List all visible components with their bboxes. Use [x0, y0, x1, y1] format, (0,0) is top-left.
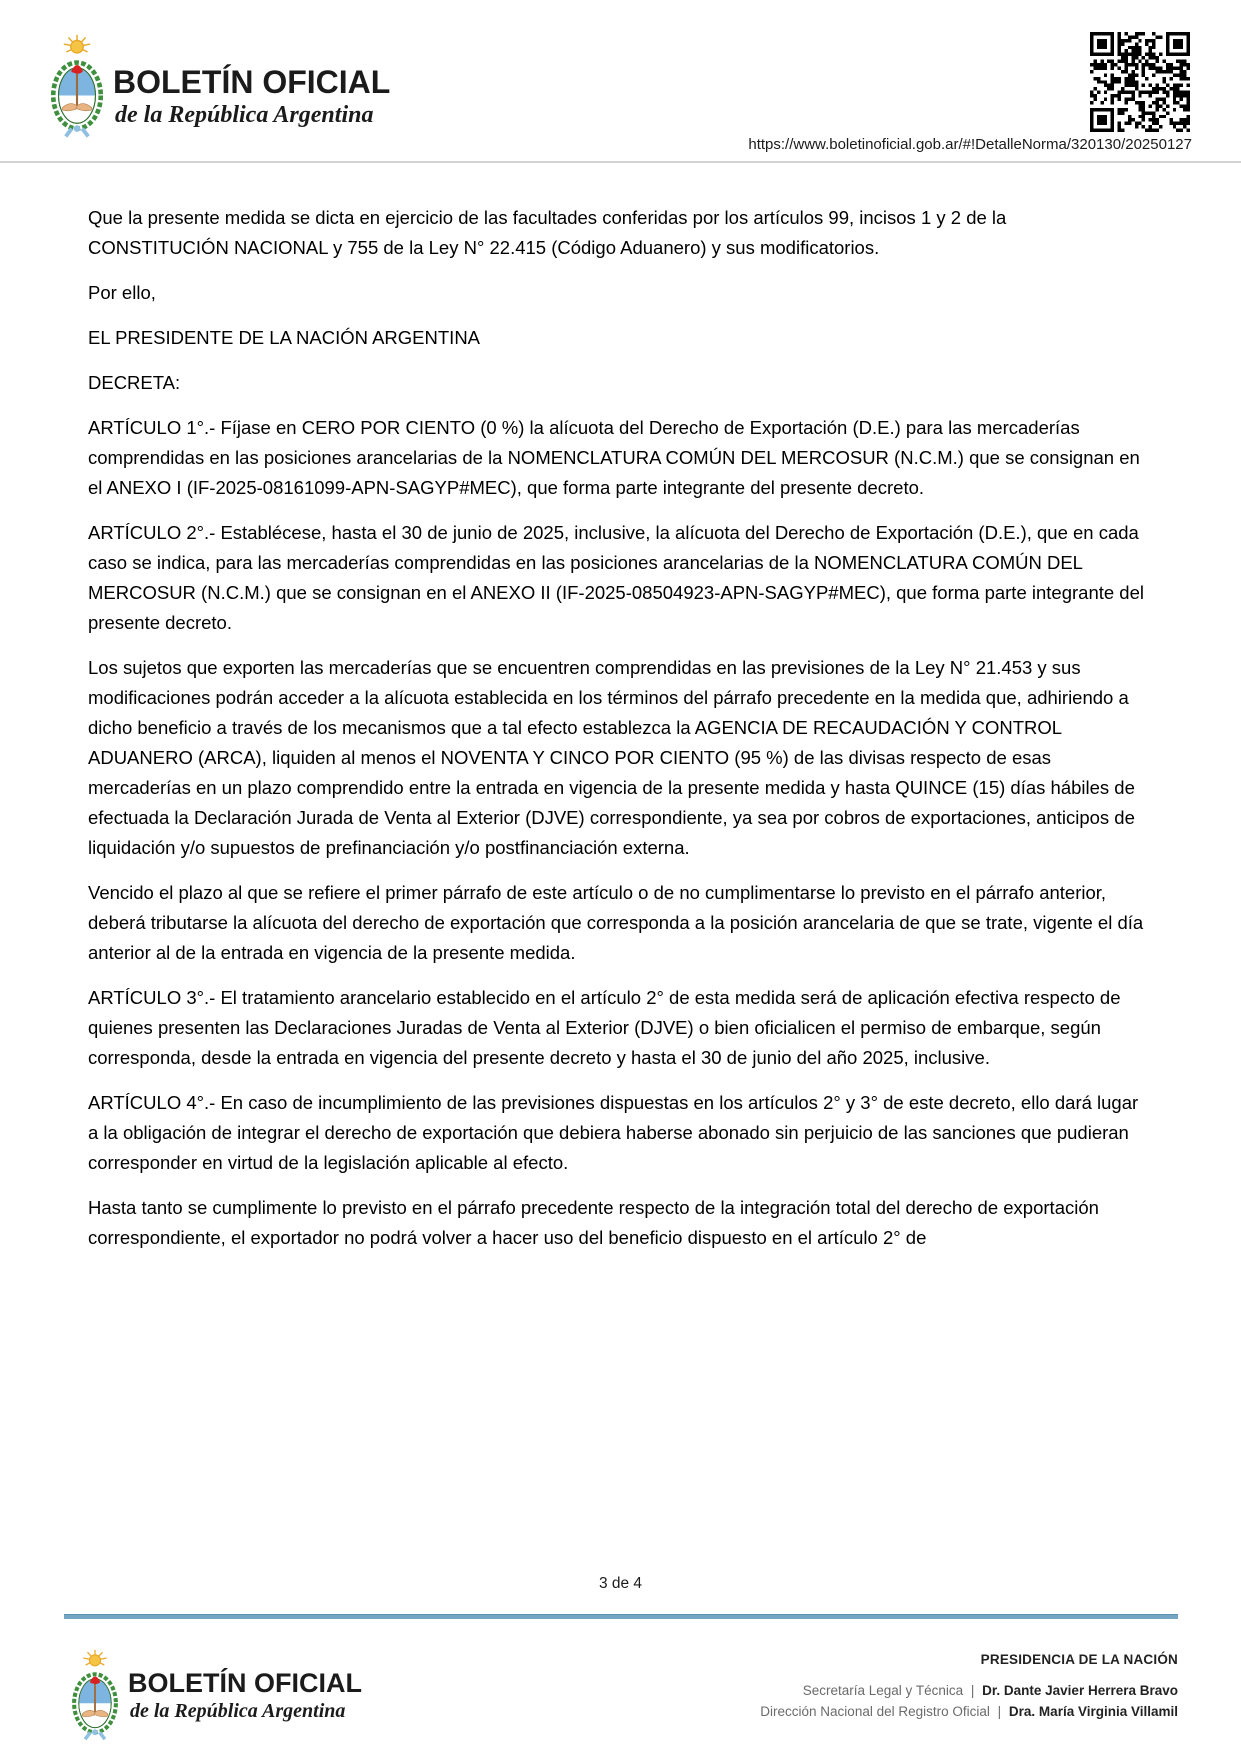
- qr-code-icon: [1090, 32, 1190, 132]
- footer-divider: [64, 1614, 1178, 1619]
- footer-officials: [760, 1652, 1178, 1719]
- decree-paragraph: Que la presente medida se dicta en ejercicio de las facultades conferidas por los artículos 99, incisos 1 y 2 de la CONSTITUCIÓN NACIONAL y 755 de la Ley N° 22.415 (Código Aduanero) y sus modificatorios.: [88, 207, 1007, 258]
- decree-paragraph: DECRETA:: [88, 372, 181, 393]
- decree-paragraph: Los sujetos que exporten las mercaderías que se encuentren comprendidas en las previsiones de la Ley N° 21.453 y sus modificaciones podrán acceder a la alícuota establecida en los términos del párrafo precedente en la medida que, adhiriendo a dicho beneficio a través de los mecanismos que a tal efecto establezca la AGENCIA DE RECAUDACIÓN Y CONTROL ADUANERO (ARCA), liquiden al menos el NOVENTA Y CINCO POR CIENTO (95 %) de las divisas respecto de esas mercaderías en un plazo comprendido entre la entrada en vigencia de la presente medida y hasta QUINCE (15) días hábiles de efectuada la Declaración Jurada de Venta al Exterior (DJVE) correspondiente, ya sea por cobros de exportaciones, anticipos de liquidación y/o supuestos de prefinanciación y/o postfinanciación externa.: [88, 657, 1135, 858]
- page-number: 3 de 4: [598, 1575, 643, 1592]
- decree-paragraph: Vencido el plazo al que se refiere el primer párrafo de este artículo o de no cumplimentarse lo previsto en el párrafo anterior, deberá tributarse la alícuota del derecho de exportación que corresponda a la posición arancelaria de que se trate, vigente el día anterior al de la entrada en vigencia de la presente medida.: [88, 882, 1144, 963]
- official-name: Dra. María Virginia Villamil: [1008, 1704, 1178, 1719]
- decree-paragraph: ARTÍCULO 1°.- Fíjase en CERO POR CIENTO (0 %) la alícuota del Derecho de Exportación (D.E.) para las mercaderías comprendidas en las posiciones arancelarias de la NOMENCLATURA COMÚN DEL MERCOSUR (N.C.M.) que se consignan en el ANEXO I (IF-2025-08161099-APN-SAGYP#MEC), que forma parte integrante del presente decreto.: [88, 417, 1140, 498]
- decree-paragraph: ARTÍCULO 3°.- El tratamiento arancelario establecido en el artículo 2° de esta medida será de aplicación efectiva respecto de quienes presenten las Declaraciones Juradas de Venta al Exterior (DJVE) o bien oficialicen el permiso de embarque, según corresponda, desde la entrada en vigencia del presente decreto y hasta el 30 de junio del año 2025, inclusive.: [88, 987, 1121, 1068]
- footer-brand-title: BOLETÍN OFICIAL: [128, 1668, 362, 1698]
- presidency-label: PRESIDENCIA DE LA NACIÓN: [980, 1652, 1178, 1667]
- header-divider: [0, 161, 1241, 163]
- brand-subtitle: de la República Argentina: [115, 102, 374, 128]
- argentina-coat-of-arms-icon: [66, 1642, 124, 1746]
- divider: |: [970, 1683, 975, 1698]
- divider: |: [997, 1704, 1002, 1719]
- norma-url-link[interactable]: https://www.boletinoficial.gob.ar/#!DetalleNorma/320130/20250127: [748, 136, 1192, 153]
- footer-official-lines: [760, 1677, 1178, 1719]
- footer-brand-subtitle: de la República Argentina: [130, 1700, 346, 1722]
- decree-paragraph: ARTÍCULO 4°.- En caso de incumplimiento de las previsiones dispuestas en los artículos 2° y 3° de este decreto, ello dará lugar a la obligación de integrar el derecho de exportación que debiera haberse abonado sin perjuicio de las sanciones que pudieran corresponder en virtud de la legislación aplicable al efecto.: [88, 1092, 1139, 1173]
- decree-paragraph: ARTÍCULO 2°.- Establécese, hasta el 30 de junio de 2025, inclusive, la alícuota del Derecho de Exportación (D.E.), que en cada caso se indica, para las mercaderías comprendidas en las posiciones arancelarias de la NOMENCLATURA COMÚN DEL MERCOSUR (N.C.M.) que se consignan en el ANEXO II (IF-2025-08504923-APN-SAGYP#MEC), que forma parte integrante del presente decreto.: [88, 522, 1144, 633]
- footer-official-line: [760, 1704, 1178, 1719]
- office-label: Secretaría Legal y Técnica: [802, 1683, 964, 1698]
- official-name: Dr. Dante Javier Herrera Bravo: [982, 1683, 1178, 1698]
- footer-official-line: [760, 1683, 1178, 1698]
- office-label: Dirección Nacional del Registro Oficial: [760, 1704, 990, 1719]
- brand-title: BOLETÍN OFICIAL: [113, 64, 391, 100]
- decree-paragraph: Hasta tanto se cumplimente lo previsto en el párrafo precedente respecto de la integración total del derecho de exportación correspondiente, el exportador no podrá volver a hacer uso del beneficio dispuesto en el artículo 2° de: [88, 1197, 1099, 1248]
- decree-body: [88, 203, 1150, 1268]
- argentina-coat-of-arms-icon: [44, 26, 110, 144]
- decree-paragraph: Por ello,: [88, 282, 156, 303]
- decree-paragraph: EL PRESIDENTE DE LA NACIÓN ARGENTINA: [88, 327, 481, 348]
